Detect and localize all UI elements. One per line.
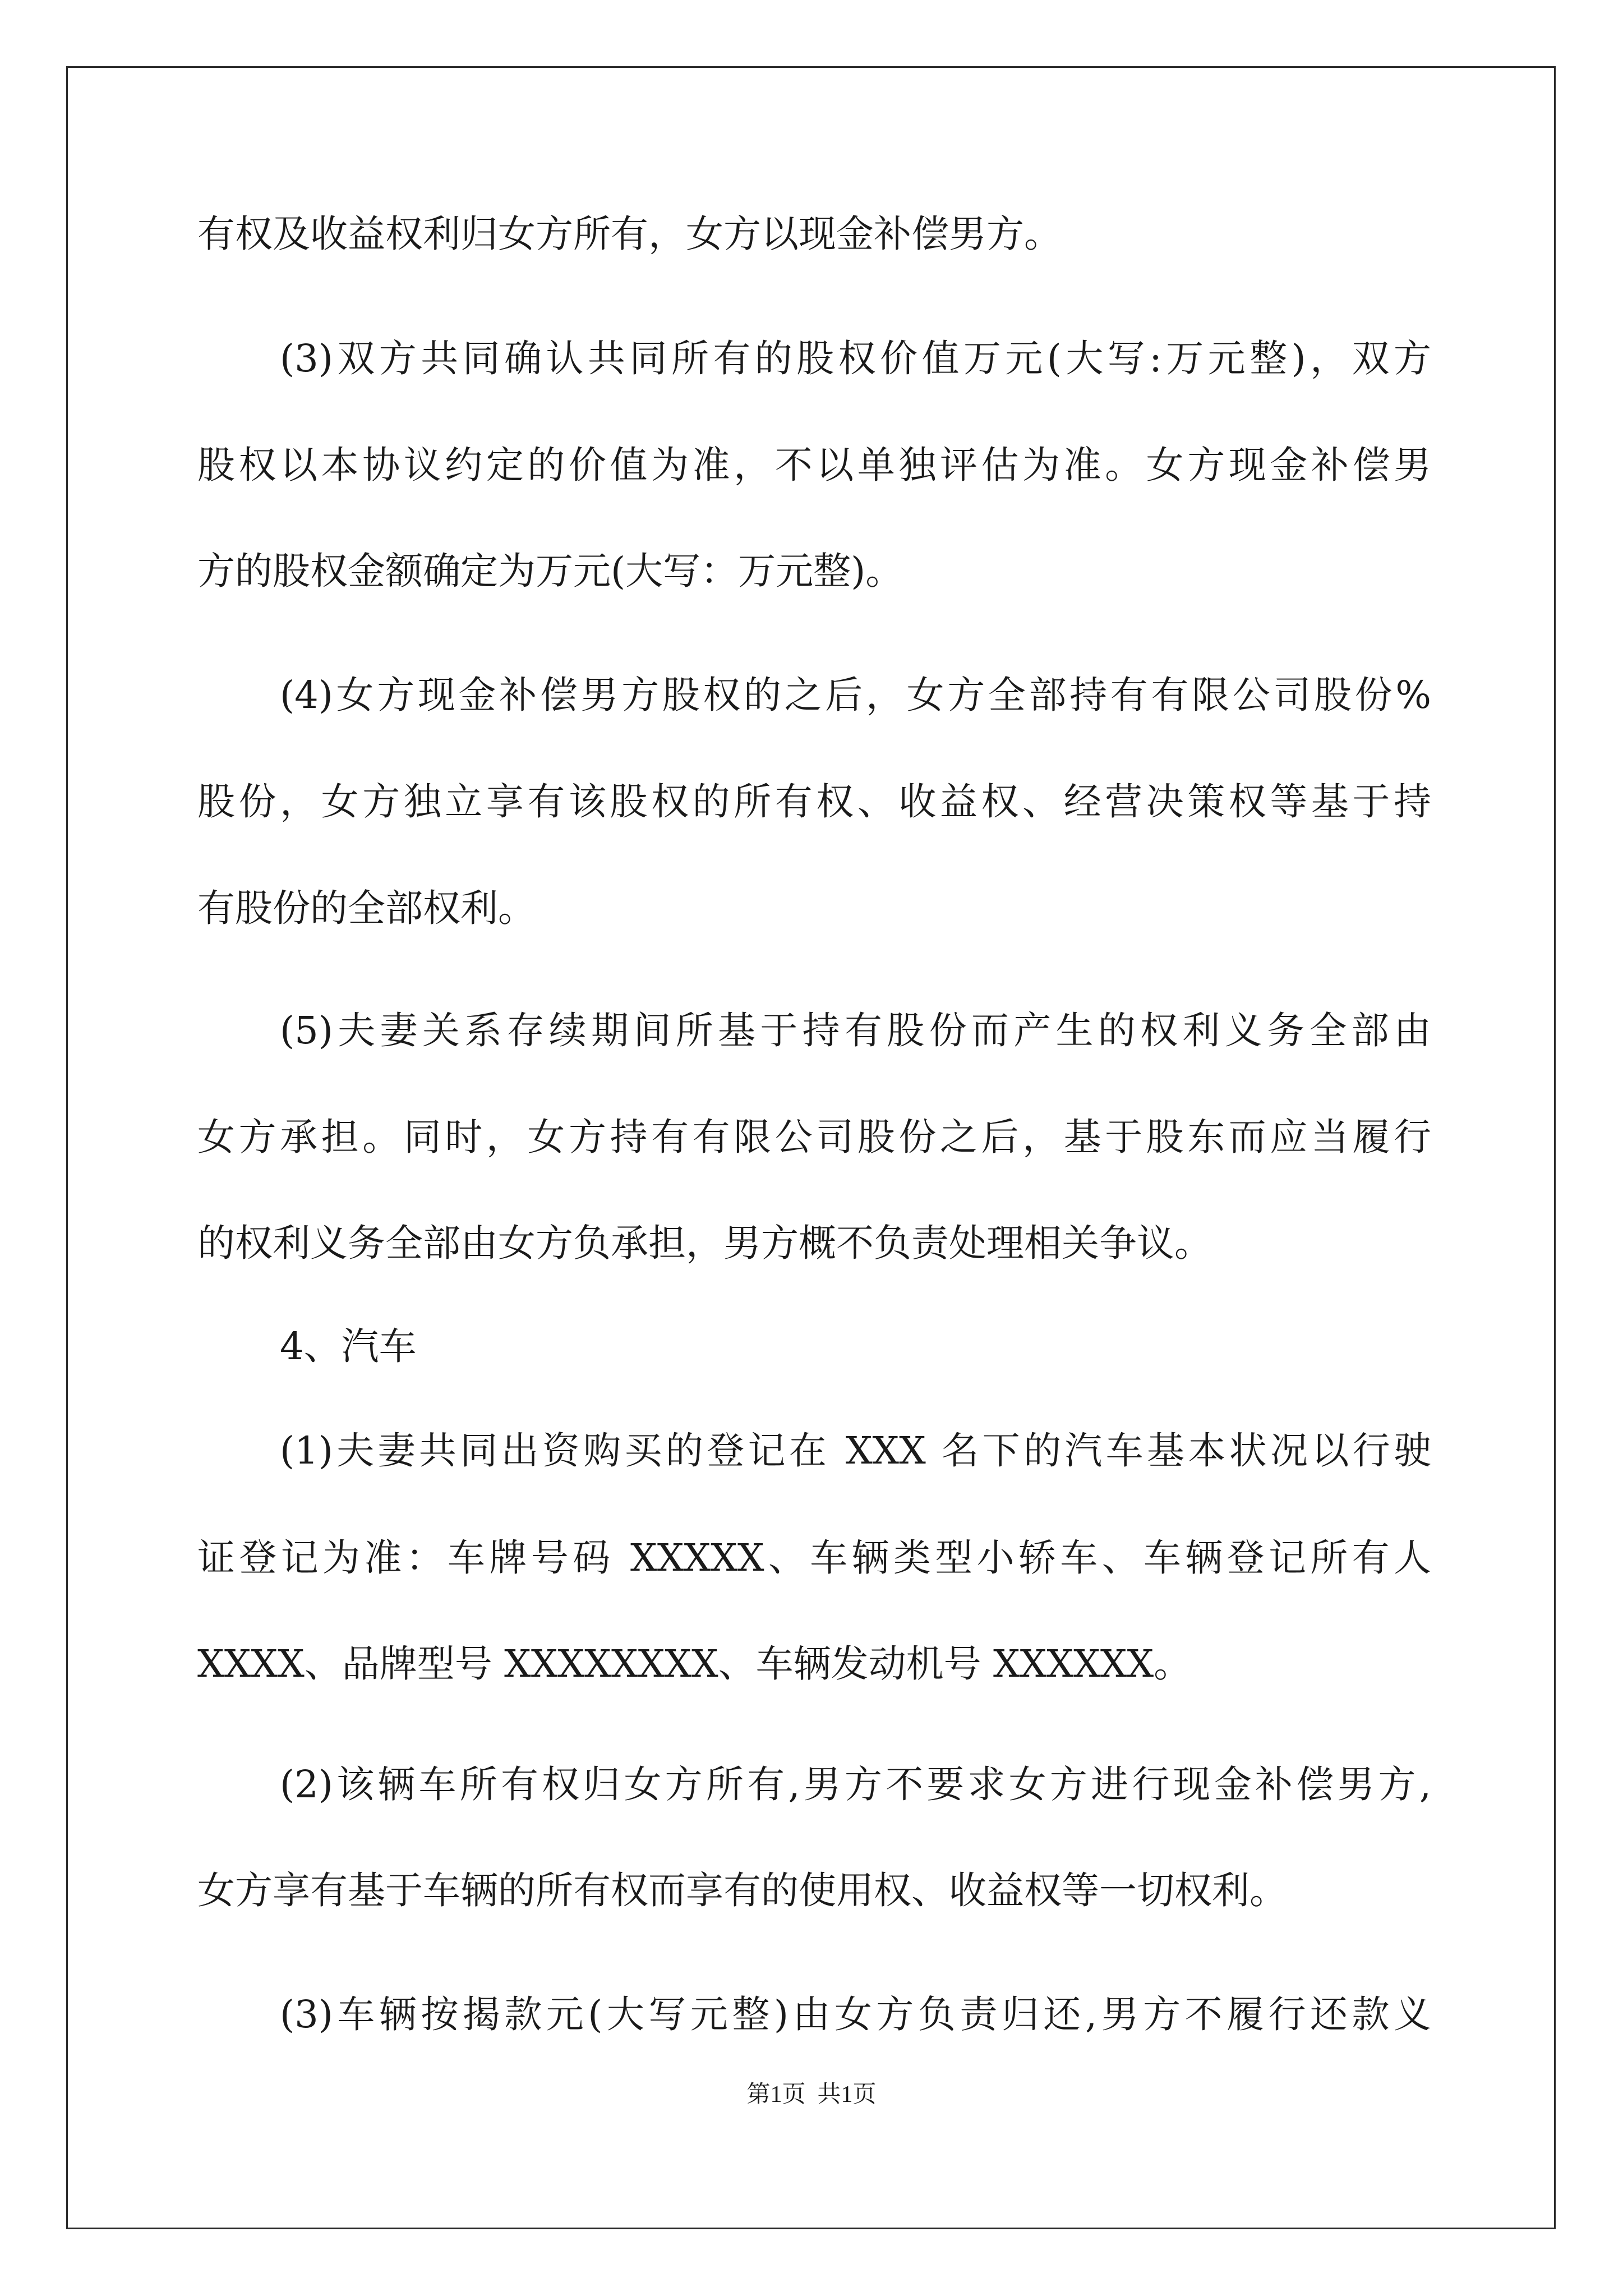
text-line: (1)夫妻共同出资购买的登记在 XXX 名下的汽车基本状况以行驶 — [280, 1429, 1431, 1473]
text-line: (3)双方共同确认共同所有的股权价值万元(大写:万元整)，双方 — [280, 337, 1431, 380]
section-heading: 4、汽车 — [280, 1324, 417, 1368]
text-line: 女方承担。同时，女方持有有限公司股份之后，基于股东而应当履行 — [197, 1115, 1431, 1159]
text-line: 有权及收益权利归女方所有，女方以现金补偿男方。 — [197, 212, 1062, 256]
text-line: 股份，女方独立享有该股权的所有权、收益权、经营决策权等基于持 — [197, 780, 1431, 823]
text-line: 证登记为准：车牌号码 XXXXX、车辆类型小轿车、车辆登记所有人 — [197, 1536, 1431, 1580]
text-line: (4)女方现金补偿男方股权的之后，女方全部持有有限公司股份% — [280, 673, 1431, 717]
text-line: (3)车辆按揭款元(大写元整)由女方负责归还,男方不履行还款义 — [280, 1993, 1431, 2036]
text-line: 有股份的全部权利。 — [197, 886, 536, 930]
text-line: 方的股权金额确定为万元(大写：万元整)。 — [197, 549, 903, 593]
text-line: (5)夫妻关系存续期间所基于持有股份而产生的权利义务全部由 — [280, 1009, 1431, 1052]
text-line: (2)该辆车所有权归女方所有,男方不要求女方进行现金补偿男方, — [280, 1763, 1431, 1806]
text-line: XXXX、品牌型号 XXXXXXXX、车辆发动机号 XXXXXX。 — [197, 1642, 1192, 1686]
text-line: 股权以本协议约定的价值为准，不以单独评估为准。女方现金补偿男 — [197, 443, 1431, 487]
text-line: 女方享有基于车辆的所有权而享有的使用权、收益权等一切权利。 — [197, 1869, 1287, 1912]
text-line: 的权利义务全部由女方负承担，男方概不负责处理相关争议。 — [197, 1221, 1212, 1265]
page-number-label: 第1页 共1页 — [746, 2082, 877, 2108]
page-footer — [0, 2076, 1623, 2109]
